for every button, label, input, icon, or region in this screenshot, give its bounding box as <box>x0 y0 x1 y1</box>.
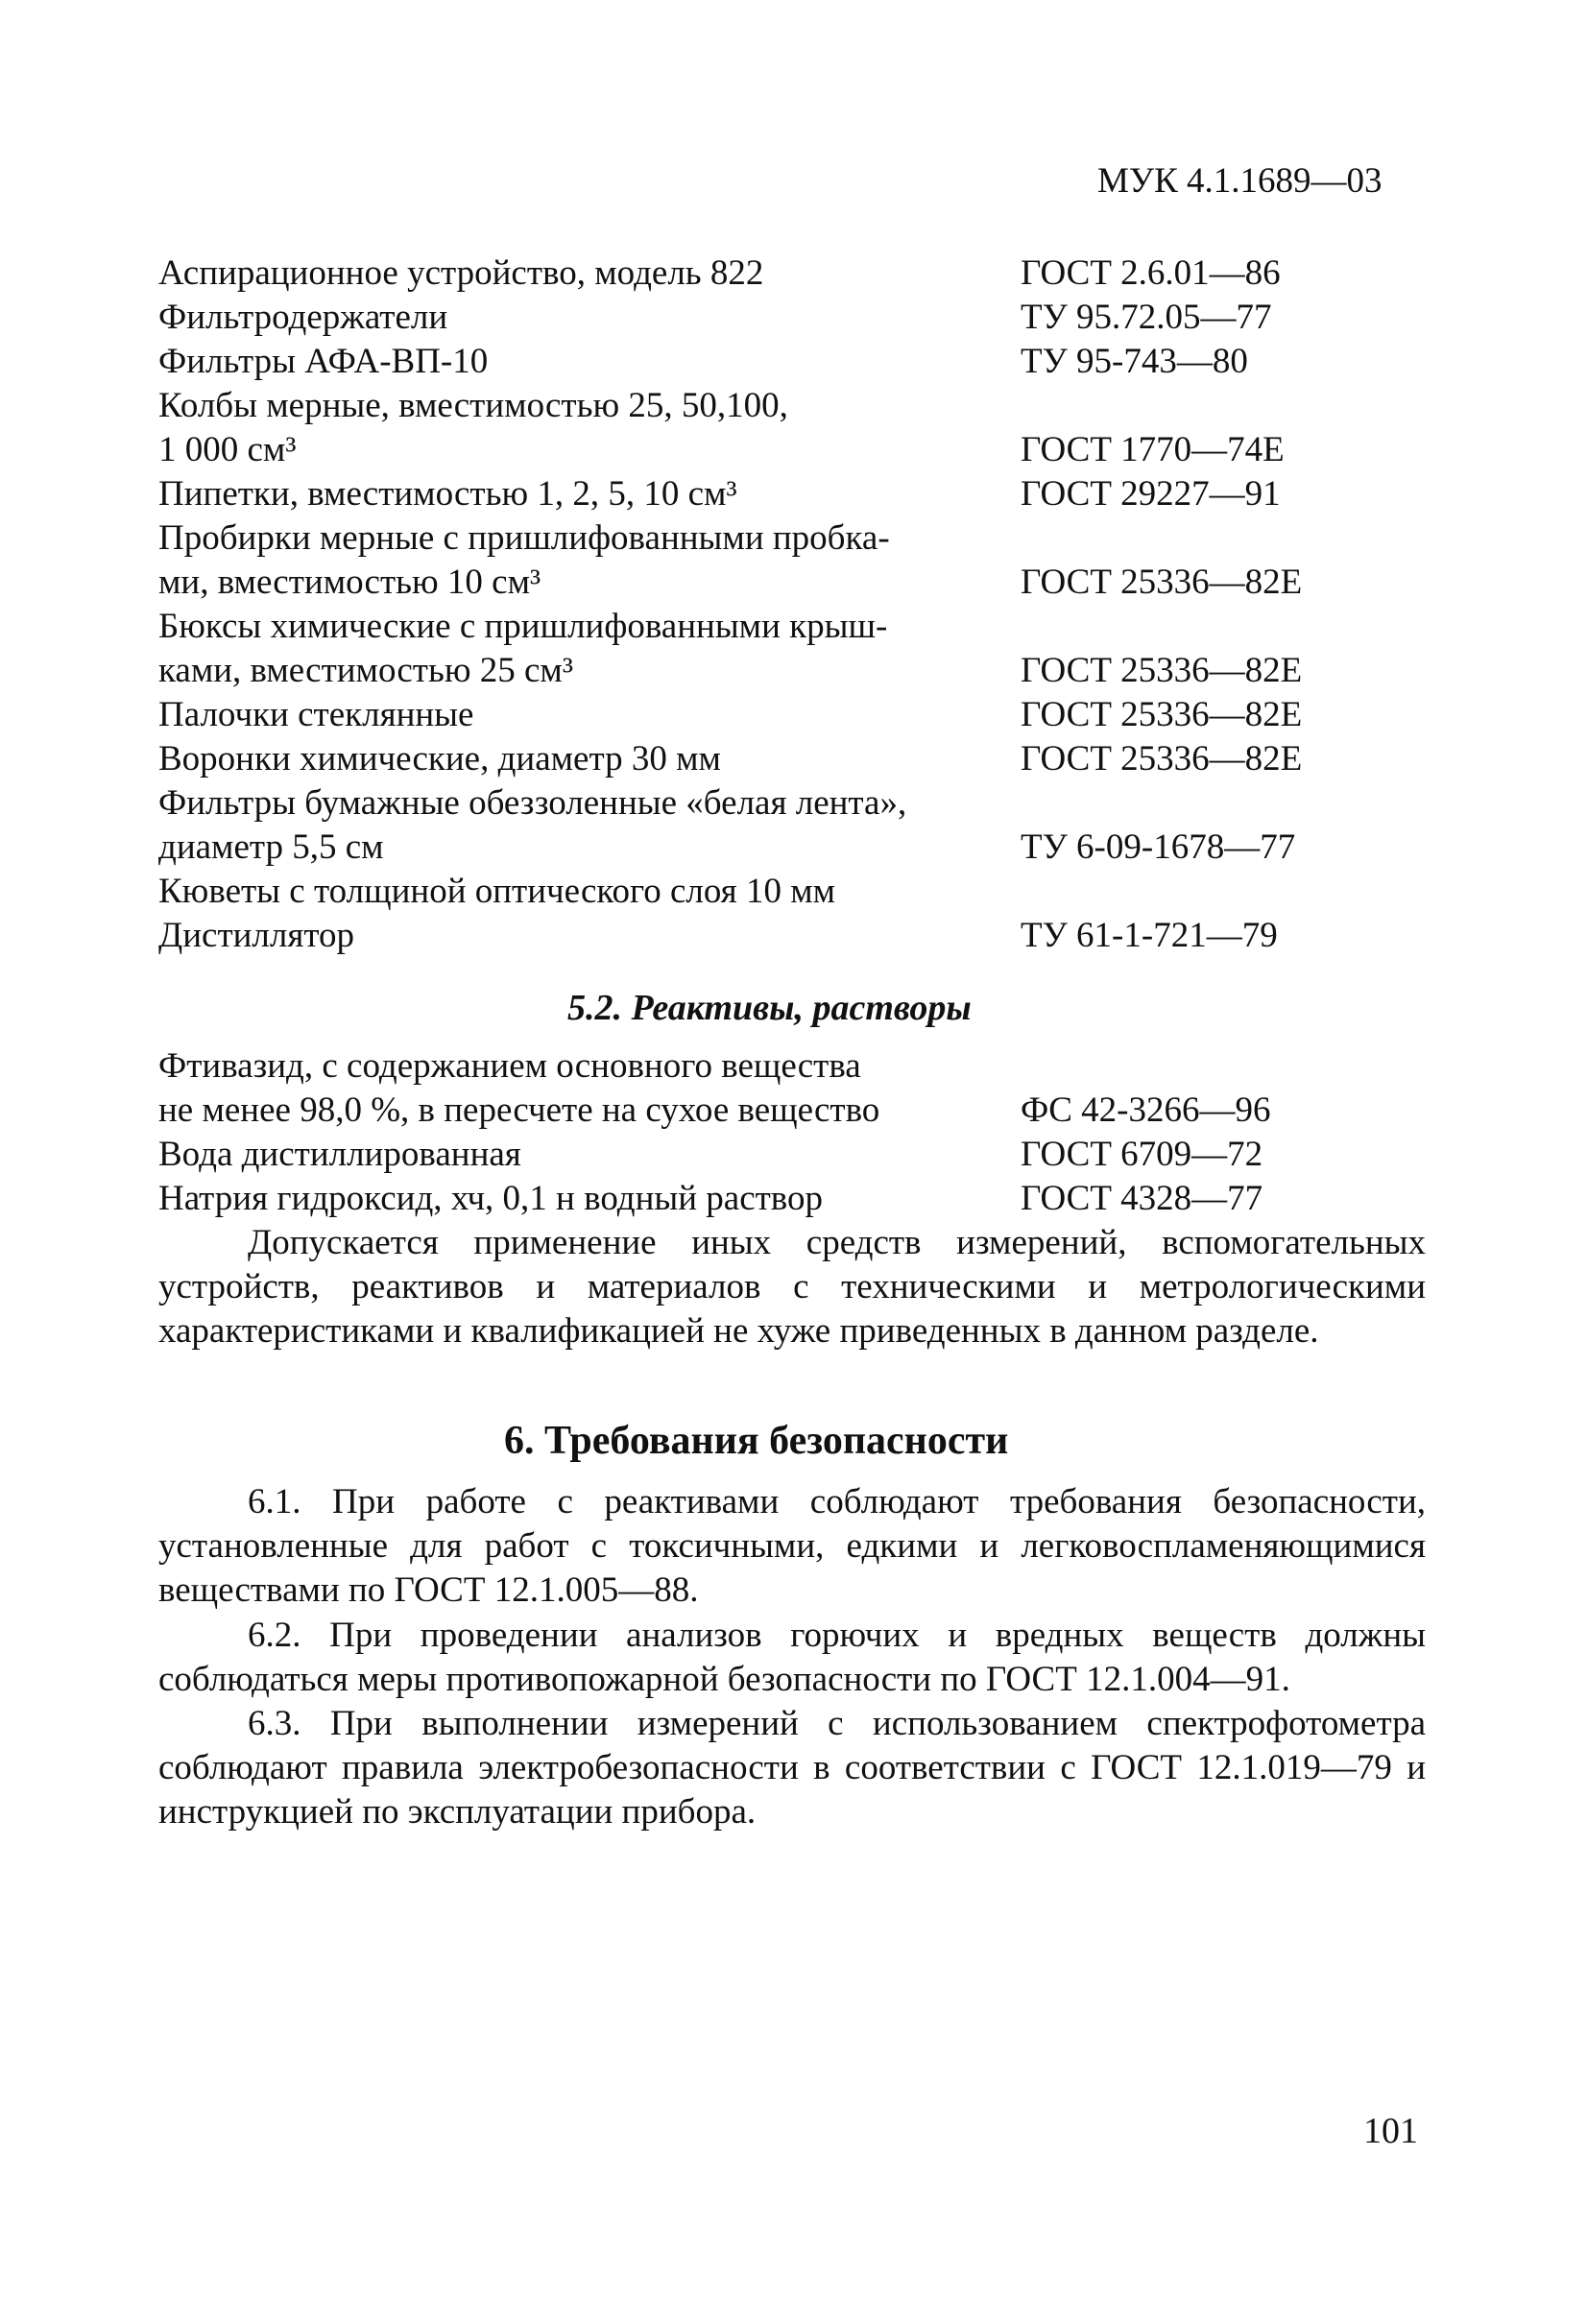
equipment-item-standard: ГОСТ 25336—82Е <box>1021 651 1303 690</box>
equipment-item-name: Воронки химические, диаметр 30 мм <box>158 739 721 779</box>
reagent-item-name: Натрия гидроксид, хч, 0,1 н водный раствор <box>158 1179 824 1218</box>
equipment-item-standard: ГОСТ 2.6.01—86 <box>1021 253 1281 293</box>
equipment-item-standard: ТУ 95.72.05—77 <box>1021 298 1272 337</box>
safety-paragraph-6-3 <box>158 1702 1426 1834</box>
equipment-item-name: Пробирки мерные с пришлифованными пробка- <box>158 518 890 558</box>
paragraph-text: 6.1. При работе с реактивами соблюдают требования безопасности, установленные для работ с токсичными, едкими и легковоспламеняющимися веществами по ГОСТ 12.1.005—88. <box>158 1482 1426 1610</box>
reagent-item-standard: ГОСТ 4328—77 <box>1021 1179 1263 1218</box>
equipment-item-name: Аспирационное устройство, модель 822 <box>158 253 764 293</box>
equipment-item-standard: ГОСТ 1770—74Е <box>1021 430 1285 469</box>
safety-paragraph-6-2 <box>158 1614 1426 1702</box>
equipment-item-name: Кюветы с толщиной оптического слоя 10 мм <box>158 872 836 911</box>
equipment-item-standard: ГОСТ 25336—82Е <box>1021 695 1303 734</box>
paragraph-text: 6.3. При выполнении измерений с использованием спектрофотометра соблюдают правила электробезопасности в соответствии с ГОСТ 12.1.019—79 и инструкцией по эксплуатации прибора. <box>158 1704 1426 1832</box>
reagent-item-name: не менее 98,0 %, в пересчете на сухое вещество <box>158 1090 880 1130</box>
equipment-item-name: Фильтры бумажные обеззоленные «белая лента», <box>158 783 907 823</box>
equipment-item-name: Пипетки, вместимостью 1, 2, 5, 10 см³ <box>158 474 737 514</box>
equipment-item-name: диаметр 5,5 см <box>158 827 384 867</box>
reagent-item-standard: ФС 42-3266—96 <box>1021 1090 1271 1130</box>
equipment-item-standard: ТУ 61-1-721—79 <box>1021 916 1278 955</box>
paragraph-text: 6.2. При проведении анализов горючих и вредных веществ должны соблюдаться меры противопожарной безопасности по ГОСТ 12.1.004—91. <box>158 1616 1426 1699</box>
equipment-item-name: ками, вместимостью 25 см³ <box>158 651 573 690</box>
equipment-item-name: Палочки стеклянные <box>158 695 474 734</box>
equipment-item-name: Колбы мерные, вместимостью 25, 50,100, <box>158 386 788 425</box>
equipment-item-standard: ТУ 95-743—80 <box>1021 342 1248 381</box>
section-5-2-note <box>158 1221 1426 1354</box>
equipment-item-standard: ГОСТ 25336—82Е <box>1021 739 1303 779</box>
document-code-header: МУК 4.1.1689—03 <box>1097 161 1383 201</box>
equipment-item-standard: ТУ 6-09-1678—77 <box>1021 827 1296 867</box>
equipment-item-name: 1 000 см³ <box>158 430 297 469</box>
equipment-item-standard: ГОСТ 29227—91 <box>1021 474 1281 514</box>
reagent-item-name: Фтивазид, с содержанием основного вещества <box>158 1046 861 1086</box>
safety-paragraph-6-1 <box>158 1480 1426 1613</box>
note-text: Допускается применение иных средств измерений, вспомогательных устройств, реактивов и материалов с техническими и метрологическими характеристиками и квалификацией не хуже приведенных в данном разделе. <box>158 1223 1426 1351</box>
section-6-title: 6. Требования безопасности <box>504 1419 1009 1463</box>
equipment-item-name: Бюксы химические с пришлифованными крыш- <box>158 607 888 646</box>
equipment-item-name: Фильтры АФА-ВП-10 <box>158 342 489 381</box>
equipment-item-name: ми, вместимостью 10 см³ <box>158 563 541 602</box>
equipment-item-standard: ГОСТ 25336—82Е <box>1021 563 1303 602</box>
equipment-item-name: Фильтродержатели <box>158 298 448 337</box>
section-5-2-title: 5.2. Реактивы, растворы <box>567 988 972 1028</box>
page-number: 101 <box>1363 2111 1418 2151</box>
reagent-item-standard: ГОСТ 6709—72 <box>1021 1135 1263 1174</box>
equipment-item-name: Дистиллятор <box>158 916 355 955</box>
reagent-item-name: Вода дистиллированная <box>158 1135 521 1174</box>
